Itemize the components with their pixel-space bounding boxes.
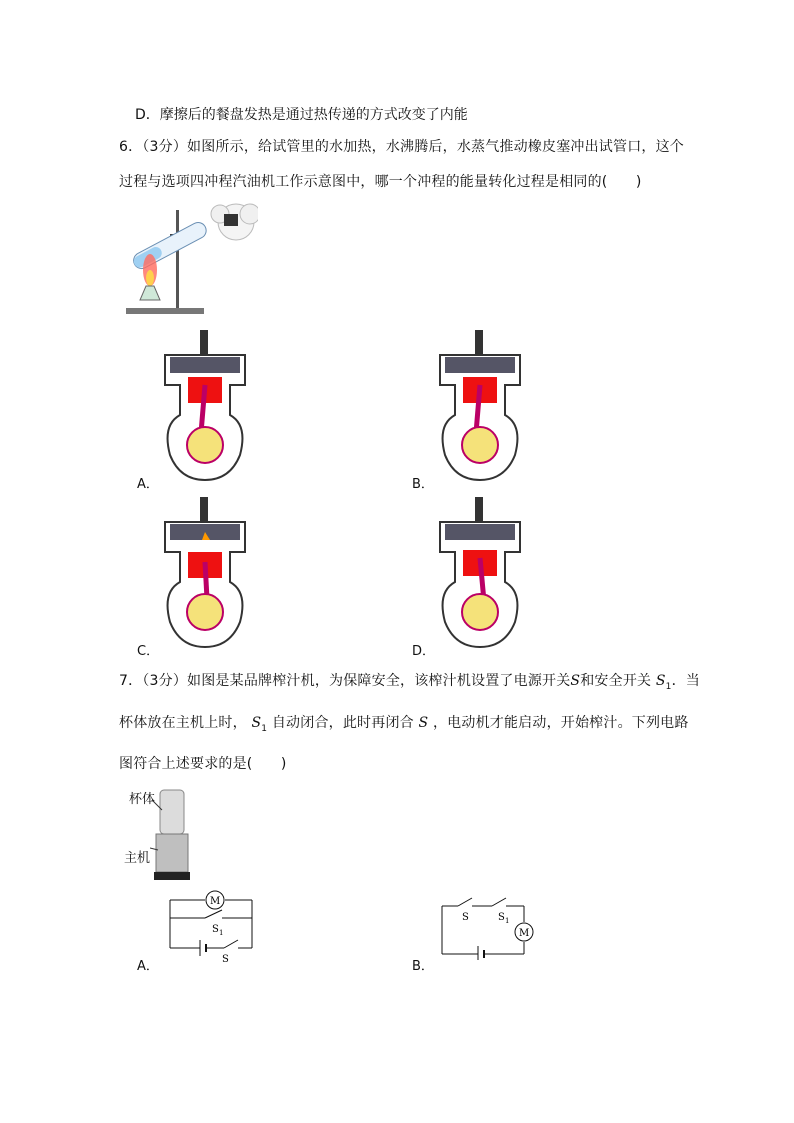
svg-text:S: S [212,924,219,935]
svg-text:S: S [222,954,229,964]
circuit-a [160,884,260,964]
test-tube-figure [118,200,258,320]
q7-stem-line3: 图符合上述要求的是( ) [119,756,287,772]
svg-text:1: 1 [505,917,510,925]
svg-text:S: S [462,912,469,923]
svg-text:S: S [498,912,505,923]
q5-option-d: D．摩擦后的餐盘发热是通过热传递的方式改变了内能 [135,107,468,123]
q6-option-a-label: A． [137,477,159,492]
q6-option-c-label: C． [137,644,160,659]
q6-option-d-label: D． [412,644,436,659]
q6-stem-line1: 6．（3分）如图所示，给试管里的水加热，水沸腾后，水蒸气推动橡皮塞冲出试管口，这个 [119,139,685,155]
juicer-figure [150,788,200,884]
svg-text:M: M [210,896,221,907]
q7-stem-line1: 7．（3分）如图是某品牌榨汁机，为保障安全，该榨汁机设置了电源开关S和安全开关 $S_1$．当 [119,673,701,692]
cup-label: 杯体 [129,792,156,807]
engine-figure-a [160,325,250,485]
circuit-b [438,890,538,960]
base-label: 主机 [124,851,151,866]
engine-figure-c [160,492,250,652]
q6-option-b-label: B． [412,477,434,492]
engine-figure-d [435,492,525,652]
engine-figure-b [435,325,525,485]
q7-option-b-label: B． [412,959,434,974]
q7-stem-line2: 杯体放在主机上时， $S_1$ 自动闭合，此时再闭合 S ，电动机才能启动，开始榨汁。下列电路 [119,715,689,734]
svg-text:1: 1 [219,929,224,937]
q6-stem-line2: 过程与选项四冲程汽油机工作示意图中，哪一个冲程的能量转化过程是相同的( ) [119,174,642,190]
q7-option-a-label: A． [137,959,159,974]
svg-text:M: M [519,928,530,939]
